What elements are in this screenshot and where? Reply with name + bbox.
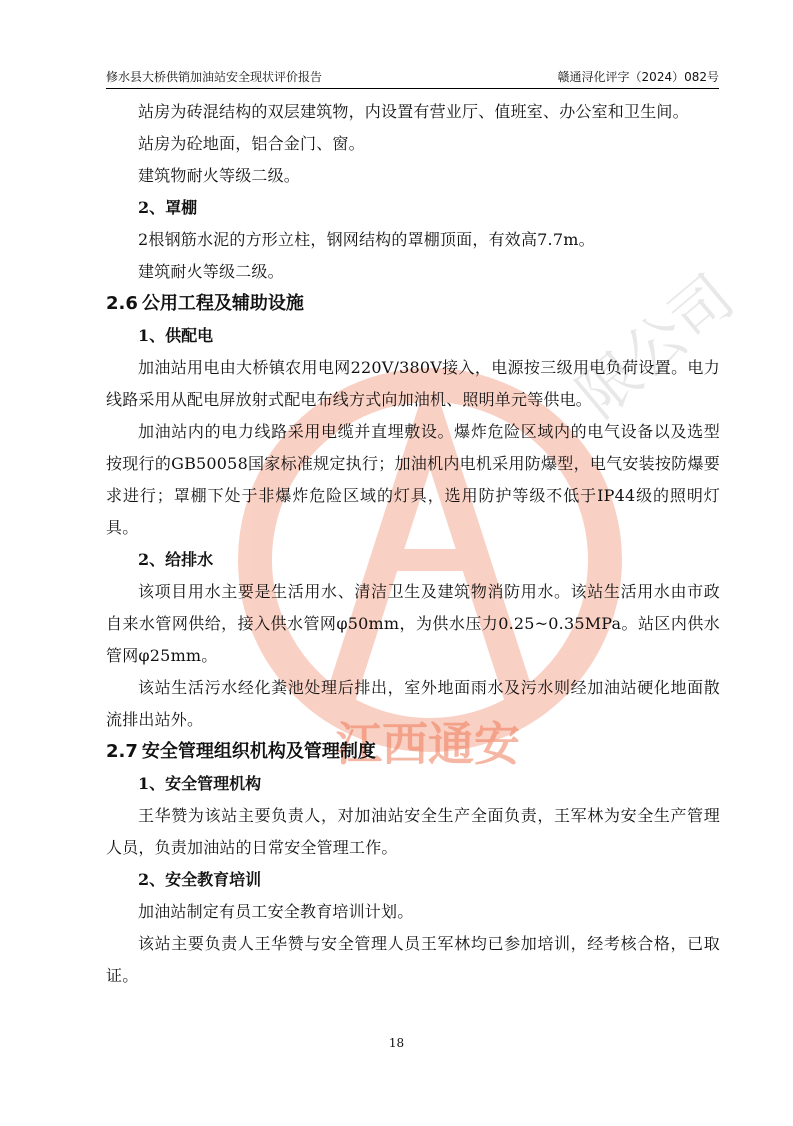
ring-text: 限公司 [564, 262, 748, 432]
section-number: 2.6 [106, 293, 138, 314]
body-paragraph: 站房为砼地面，铝合金门、窗。 [138, 134, 365, 153]
seal-text: 江西通安 [336, 717, 520, 771]
body-paragraph: 站房为砖混结构的双层建筑物，内设置有营业厅、值班室、办公室和卫生间。 [138, 102, 689, 121]
body-paragraph: 该站主要负责人王华赞与安全管理人员王军林均已参加培训，经考核合格，已取证。 [106, 934, 720, 985]
body-paragraph: 王华赞为该站主要负责人，对加油站安全生产全面负责，王军林为安全生产管理人员，负责加油站的日常安全管理工作。 [106, 806, 720, 857]
subsection-heading: 1、供配电 [138, 326, 214, 345]
body-paragraph: 加油站内的电力线路采用电缆并直埋敷设。爆炸危险区域内的电气设备以及选型按现行的GB50058国家标准规定执行；加油机内电机采用防爆型，电气安装按防爆要求进行；罩棚下处于非爆炸危险区域的灯具，选用防护等级不低于IP44级的照明灯具。 [106, 422, 720, 537]
body-paragraph: 加油站制定有员工安全教育培训计划。 [138, 902, 414, 921]
body-paragraph: 建筑耐火等级二级。 [138, 262, 284, 281]
body-paragraph: 该项目用水主要是生活用水、清洁卫生及建筑物消防用水。该站生活用水由市政自来水管网供给，接入供水管网φ50mm，为供水压力0.25~0.35MPa。站区内供水管网φ25mm。 [106, 582, 720, 665]
section-number: 2.7 [106, 741, 138, 762]
subsection-heading: 1、安全管理机构 [138, 774, 262, 793]
section-title: 安全管理组织机构及管理制度 [141, 741, 376, 762]
document-body [106, 96, 720, 992]
body-paragraph: 建筑物耐火等级二级。 [138, 166, 301, 185]
body-paragraph: 加油站用电由大桥镇农用电网220V/380V接入，电源按三级用电负荷设置。电力线路采用从配电屏放射式配电布线方式向加油机、照明单元等供电。 [106, 358, 720, 409]
subsection-heading: 2、罩棚 [138, 198, 198, 217]
body-paragraph: 该站生活污水经化粪池处理后排出，室外地面雨水及污水则经加油站硬化地面散流排出站外。 [106, 678, 720, 729]
report-title: 修水县大桥供销加油站安全现状评价报告 [106, 70, 323, 84]
subsection-heading: 2、安全教育培训 [138, 870, 262, 889]
section-title: 公用工程及辅助设施 [141, 293, 304, 314]
report-code: 赣通浔化评字（2024）082号 [557, 70, 719, 84]
subsection-heading: 2、给排水 [138, 550, 214, 569]
page-number: 18 [388, 1036, 405, 1050]
section-heading [106, 288, 720, 320]
body-paragraph: 2根钢筋水泥的方形立柱，钢网结构的罩棚顶面，有效高7.7m。 [138, 230, 595, 249]
section-heading [106, 736, 720, 768]
page-header [106, 66, 719, 89]
